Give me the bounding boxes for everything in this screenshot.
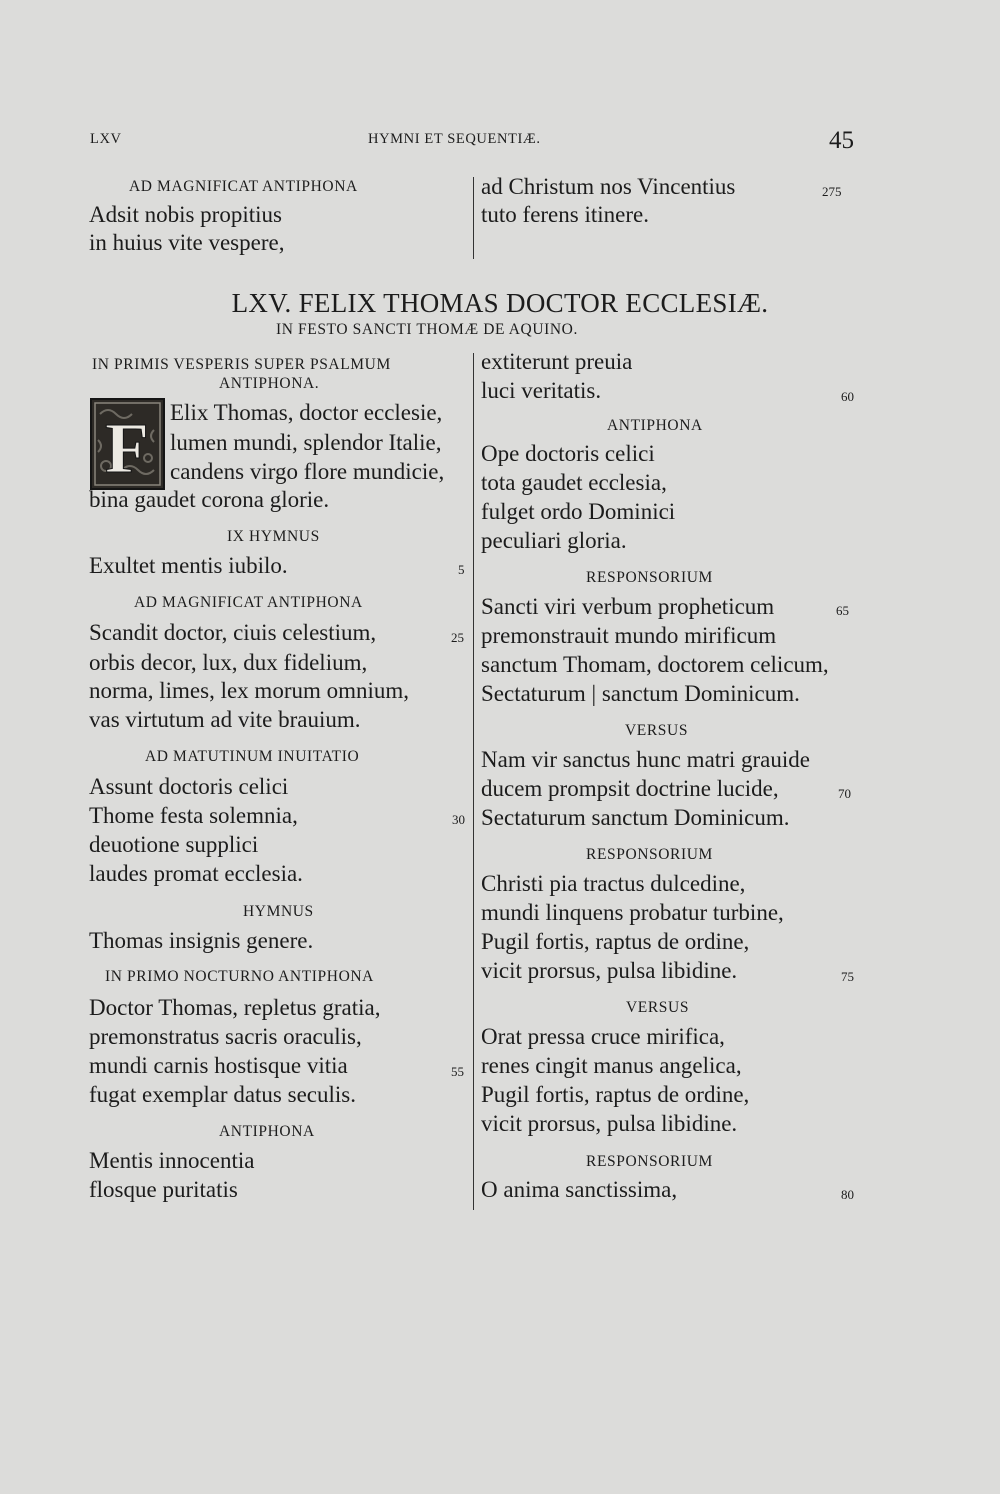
verse-line: Sancti viri verbum propheticum <box>481 594 775 619</box>
right-heading: VERSUS <box>626 999 690 1016</box>
verse-line: Scandit doctor, ciuis celestium, <box>89 620 377 645</box>
right-heading: RESPONSORIUM <box>586 569 713 586</box>
left-heading: HYMNUS <box>243 903 314 920</box>
page-number: 45 <box>829 127 854 154</box>
top-right-line: tuto ferens itinere. <box>481 202 649 227</box>
verse-line: mundi linquens probatur turbine, <box>481 900 784 925</box>
verse-line: mundi carnis hostisque vitia <box>89 1053 348 1078</box>
verse-line: premonstratus sacris oraculis, <box>89 1024 362 1049</box>
verse-line: Thome festa solemnia, <box>89 803 298 828</box>
top-left-line: in huius vite vespere, <box>89 230 285 255</box>
column-divider <box>473 353 474 1210</box>
verse-line: Ope doctoris celici <box>481 441 655 466</box>
verse-line: Christi pia tractus dulcedine, <box>481 871 746 896</box>
verse-line: Pugil fortis, raptus de ordine, <box>481 929 750 954</box>
verse-line: deuotione supplici <box>89 832 259 857</box>
verse-line: luci veritatis. <box>481 378 602 403</box>
verse-line: Sectaturum sanctum Dominicum. <box>481 805 790 830</box>
line-number: 75 <box>841 969 854 984</box>
verse-line: ducem prompsit doctrine lucide, <box>481 776 779 801</box>
verse-line: Elix Thomas, doctor ecclesie, <box>170 400 443 425</box>
header-running-title: HYMNI ET SEQUENTIÆ. <box>368 131 541 147</box>
line-number: 55 <box>451 1064 464 1079</box>
verse-line: O anima sanctissima, <box>481 1177 678 1202</box>
hymn-subtitle: IN FESTO SANCTI THOMÆ DE AQUINO. <box>276 321 578 338</box>
verse-line: vicit prorsus, pulsa libidine. <box>481 958 738 983</box>
line-number: 25 <box>451 630 464 645</box>
verse-line: peculiari gloria. <box>481 528 627 553</box>
right-heading: RESPONSORIUM <box>586 1153 713 1170</box>
right-heading: VERSUS <box>625 722 689 739</box>
verse-line: bina gaudet corona glorie. <box>89 487 330 512</box>
hymn-title: LXV. FELIX THOMAS DOCTOR ECCLESIÆ. <box>231 288 769 318</box>
left-heading: ANTIPHONA. <box>219 375 320 392</box>
verse-line: candens virgo flore mundicie, <box>170 459 445 484</box>
left-heading: AD MAGNIFICAT ANTIPHONA <box>134 594 363 611</box>
verse-line: Assunt doctoris celici <box>89 774 289 799</box>
left-heading: ANTIPHONA <box>219 1123 315 1140</box>
verse-line: Sectaturum | sanctum Dominicum. <box>481 681 800 706</box>
verse-line: Mentis innocentia <box>89 1148 255 1173</box>
verse-line: fulget ordo Dominici <box>481 499 676 524</box>
verse-line: norma, limes, lex morum omnium, <box>89 678 410 703</box>
verse-line: lumen mundi, splendor Italie, <box>170 430 442 455</box>
top-left-heading: AD MAGNIFICAT ANTIPHONA <box>129 178 358 195</box>
verse-line: premonstrauit mundo mirificum <box>481 623 777 648</box>
line-number: 60 <box>841 389 854 404</box>
verse-line: Orat pressa cruce mirifica, <box>481 1024 725 1049</box>
right-heading: ANTIPHONA <box>607 417 703 434</box>
verse-line: sanctum Thomam, doctorem celicum, <box>481 652 829 677</box>
right-heading: RESPONSORIUM <box>586 846 713 863</box>
verse-line: Nam vir sanctus hunc matri grauide <box>481 747 810 772</box>
top-right-line-number: 275 <box>822 184 842 199</box>
verse-line: Pugil fortis, raptus de ordine, <box>481 1082 750 1107</box>
left-heading: AD MATUTINUM INUITATIO <box>145 748 360 765</box>
left-heading: IX HYMNUS <box>227 528 320 545</box>
verse-line: fugat exemplar datus seculis. <box>89 1082 356 1107</box>
verse-line: orbis decor, lux, dux fidelium, <box>89 650 368 675</box>
verse-line: flosque puritatis <box>89 1177 238 1202</box>
column-divider-top <box>473 177 474 259</box>
initial-letter: F <box>105 408 149 488</box>
verse-line: extiterunt preuia <box>481 349 633 374</box>
verse-line: laudes promat ecclesia. <box>89 861 303 886</box>
verse-line: vas virtutum ad vite brauium. <box>89 707 361 732</box>
left-heading: IN PRIMO NOCTURNO ANTIPHONA <box>105 968 374 985</box>
verse-line: Thomas insignis genere. <box>89 928 314 953</box>
line-number: 5 <box>458 562 465 577</box>
top-left-line: Adsit nobis propitius <box>89 202 282 227</box>
verse-line: renes cingit manus angelica, <box>481 1053 742 1078</box>
line-number: 70 <box>838 786 851 801</box>
verse-line: tota gaudet ecclesia, <box>481 470 667 495</box>
verse-line: Exultet mentis iubilo. <box>89 553 288 578</box>
left-heading: IN PRIMIS VESPERIS SUPER PSALMUM <box>92 356 391 373</box>
decorated-initial-f <box>90 398 165 490</box>
verse-line: vicit prorsus, pulsa libidine. <box>481 1111 738 1136</box>
top-right-line: ad Christum nos Vincentius <box>481 174 736 199</box>
verse-line: Doctor Thomas, repletus gratia, <box>89 995 381 1020</box>
header-section-number: LXV <box>90 131 122 147</box>
line-number: 65 <box>836 603 849 618</box>
line-number: 80 <box>841 1187 854 1202</box>
line-number: 30 <box>452 812 465 827</box>
